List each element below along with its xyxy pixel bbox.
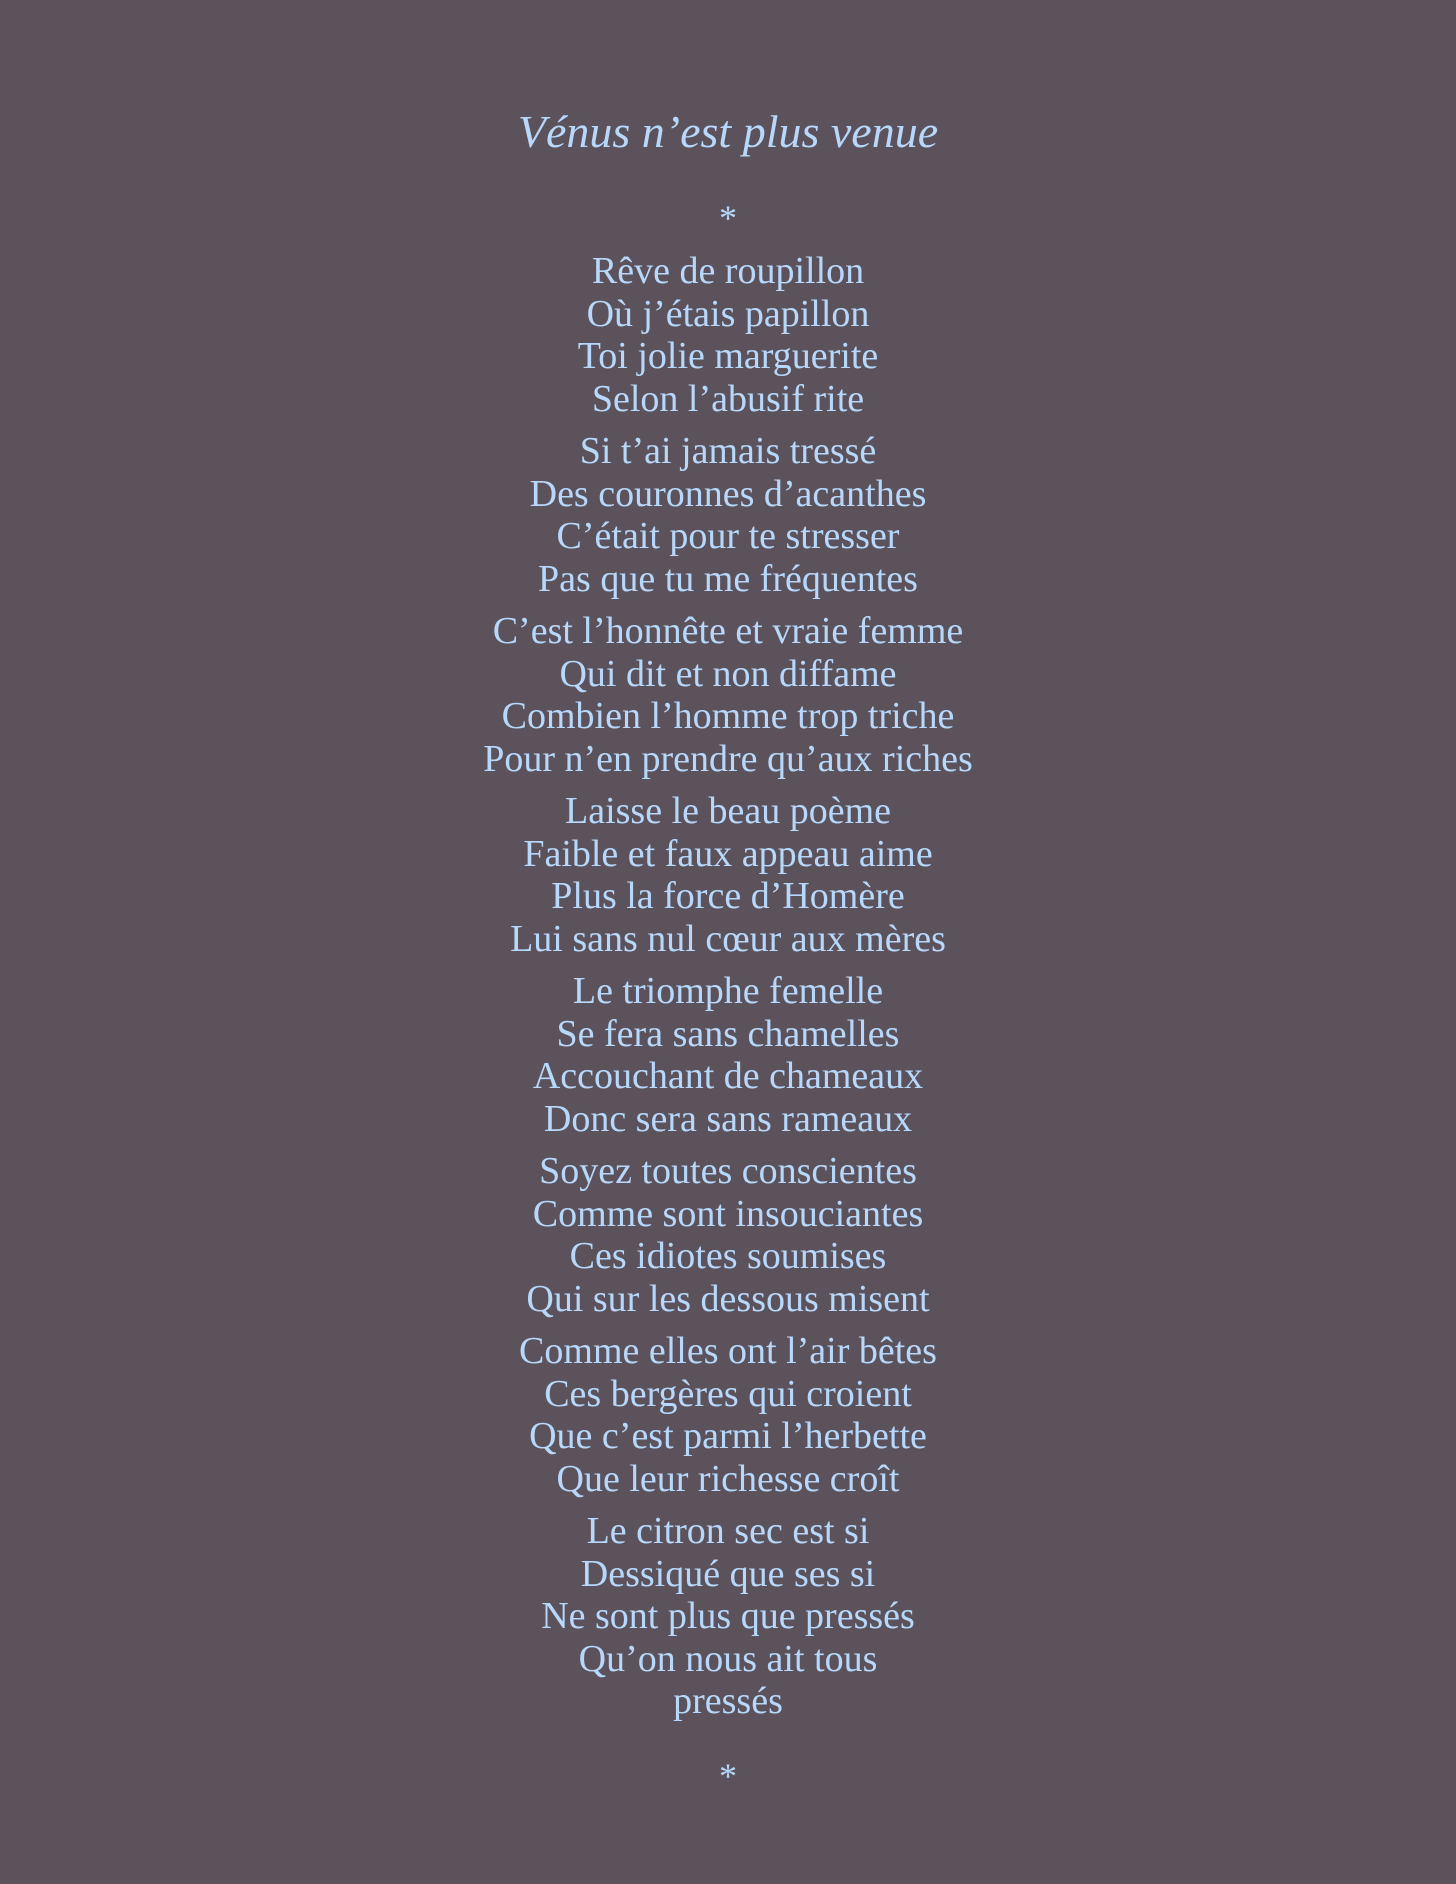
poem-line: Plus la force d’Homère — [551, 875, 905, 917]
poem-line: Qui sur les dessous misent — [526, 1277, 930, 1320]
separator-top: * — [719, 198, 737, 238]
poem-body — [0, 250, 1456, 1733]
stanza — [0, 250, 1456, 420]
poem-line: Ces bergères qui croient — [544, 1372, 912, 1415]
stanza — [0, 430, 1456, 600]
poem-line: Comme elles ont l’air bêtes — [519, 1330, 937, 1372]
poem-line: Toi jolie marguerite — [577, 335, 879, 377]
stanza — [0, 1150, 1456, 1320]
poem-line: Faible et faux appeau aime — [523, 832, 933, 875]
poem-line: Accouchant de chameaux — [532, 1055, 924, 1097]
poem-line: Dessiqué que ses si — [580, 1552, 876, 1595]
poem-line: Si t’ai jamais tressé — [579, 430, 877, 472]
poem-line: C’était pour te stresser — [556, 515, 900, 557]
stanza — [0, 610, 1456, 780]
stanza — [0, 970, 1456, 1140]
separator-bottom: * — [719, 1756, 737, 1796]
poem-title: Vénus n’est plus venue — [517, 106, 939, 157]
poem-line: Des couronnes d’acanthes — [529, 472, 927, 515]
poem-line: Le triomphe femelle — [572, 970, 884, 1012]
poem-line: Lui sans nul cœur aux mères — [510, 917, 946, 960]
poem-line: Pas que tu me fréquentes — [538, 557, 918, 600]
stanza — [0, 1510, 1456, 1723]
poem-line: Selon l’abusif rite — [591, 377, 865, 420]
poem-line: Comme sont insouciantes — [532, 1192, 924, 1235]
stanza — [0, 1330, 1456, 1500]
poem-line: Combien l’homme trop triche — [501, 695, 955, 737]
poem-line: Que leur richesse croît — [556, 1457, 900, 1500]
poem-line: Que c’est parmi l’herbette — [529, 1415, 927, 1457]
poem-line: Ne sont plus que pressés — [541, 1595, 915, 1637]
poem-line: Se fera sans chamelles — [556, 1012, 900, 1055]
stanza — [0, 790, 1456, 960]
poem-line: Ces idiotes soumises — [569, 1235, 887, 1277]
poem-line: Pour n’en prendre qu’aux riches — [483, 737, 973, 780]
poem-line: Donc sera sans rameaux — [543, 1097, 913, 1140]
poem-line: Laisse le beau poème — [564, 790, 892, 832]
poem-line: C’est l’honnête et vraie femme — [492, 610, 964, 652]
poem-line: Qui dit et non diffame — [559, 652, 897, 695]
poem-line: Où j’étais papillon — [586, 292, 870, 335]
poem-line: pressés — [673, 1680, 783, 1722]
poem-line: Rêve de roupillon — [591, 250, 865, 292]
poem-line: Le citron sec est si — [586, 1510, 870, 1552]
poem-line: Qu’on nous ait tous — [578, 1637, 878, 1680]
poem-line: Soyez toutes conscientes — [539, 1150, 917, 1192]
